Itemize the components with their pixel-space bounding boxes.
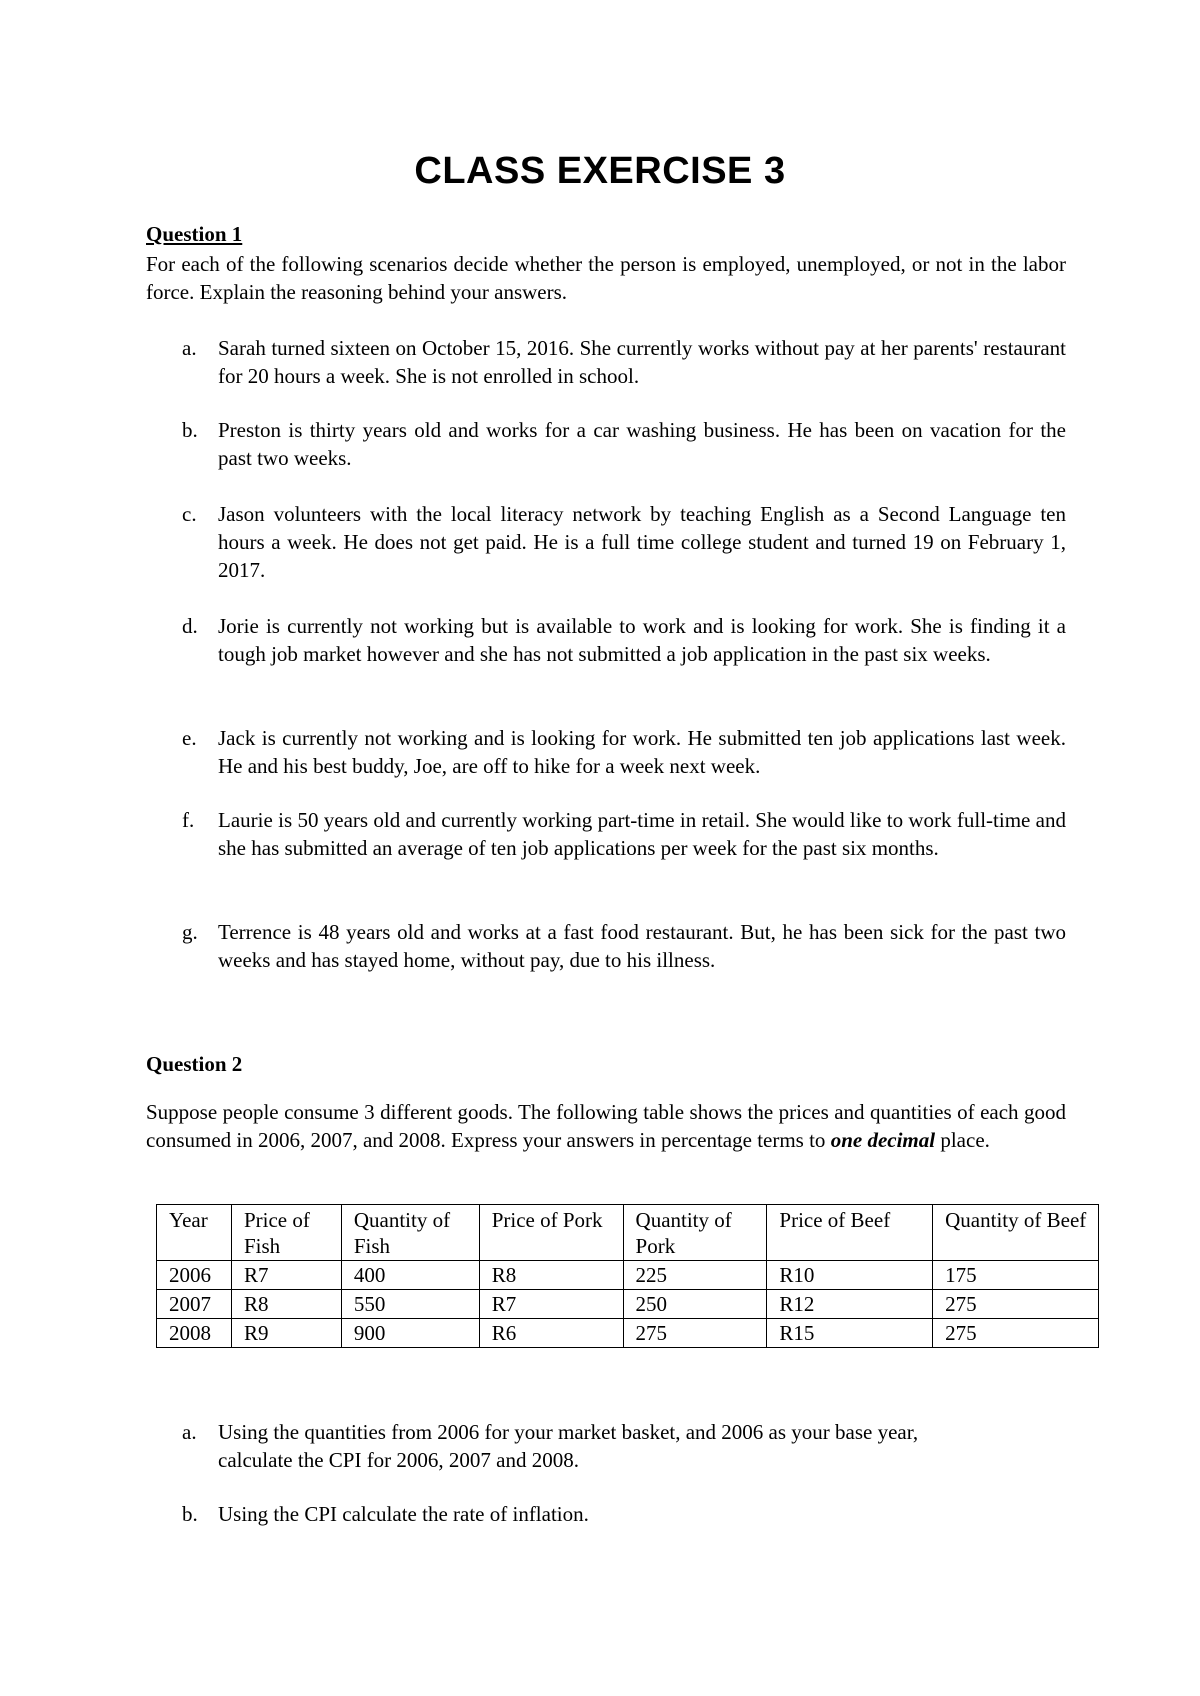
item-text: Using the CPI calculate the rate of inflation. xyxy=(218,1502,589,1526)
table-header-cell: Year xyxy=(157,1205,232,1261)
table-header-row xyxy=(157,1205,1099,1261)
table-cell: 250 xyxy=(623,1290,767,1319)
table-cell: 2007 xyxy=(157,1290,232,1319)
table-cell: 225 xyxy=(623,1261,767,1290)
question-1-item-f xyxy=(146,806,1066,862)
question-1-intro: For each of the following scenarios decide whether the person is employed, unemployed, or not in the labor force. Explain the reasoning behind your answers. xyxy=(146,252,1066,304)
item-marker: g. xyxy=(182,920,198,944)
question-2-intro-emphasis: one decimal xyxy=(830,1128,936,1152)
table-header-cell: Quantity of Fish xyxy=(341,1205,479,1261)
question-1-heading: Question 1 xyxy=(146,222,243,246)
table-header-cell: Price of Beef xyxy=(767,1205,933,1261)
item-text: Jack is currently not working and is looking for work. He submitted ten job applications last week. He and his best buddy, Joe, are off to hike for a week next week. xyxy=(218,726,1066,778)
table-row xyxy=(157,1290,1099,1319)
table-cell: R7 xyxy=(479,1290,623,1319)
table-cell: 400 xyxy=(341,1261,479,1290)
item-text: Sarah turned sixteen on October 15, 2016. She currently works without pay at her parents' restaurant for 20 hours a week. She is not enrolled in school. xyxy=(218,336,1066,388)
table-cell: 2008 xyxy=(157,1319,232,1348)
table-cell: 2006 xyxy=(157,1261,232,1290)
table-cell: R8 xyxy=(231,1290,341,1319)
item-text: Preston is thirty years old and works for a car washing business. He has been on vacation for the past two weeks. xyxy=(218,418,1066,470)
question-1-item-g xyxy=(146,918,1066,974)
item-text: Laurie is 50 years old and currently working part-time in retail. She would like to work full-time and she has submitted an average of ten job applications per week for the past six months. xyxy=(218,808,1066,860)
table-cell: 175 xyxy=(933,1261,1099,1290)
table-cell: R7 xyxy=(231,1261,341,1290)
table-cell: R8 xyxy=(479,1261,623,1290)
table-header-cell: Quantity of Beef xyxy=(933,1205,1099,1261)
table-row xyxy=(157,1319,1099,1348)
item-marker: b. xyxy=(182,1502,198,1526)
item-marker: e. xyxy=(182,726,197,750)
table-cell: R15 xyxy=(767,1319,933,1348)
question-2-item-b xyxy=(146,1500,1066,1528)
price-quantity-table xyxy=(156,1204,1099,1348)
page-title: CLASS EXERCISE 3 xyxy=(414,150,786,192)
table-cell: 550 xyxy=(341,1290,479,1319)
question-1-item-a xyxy=(146,334,1066,390)
question-2-heading: Question 2 xyxy=(146,1052,243,1076)
question-1-item-e xyxy=(146,724,1066,780)
table-row xyxy=(157,1261,1099,1290)
table-cell: 275 xyxy=(933,1319,1099,1348)
item-marker: a. xyxy=(182,336,197,360)
table-header-cell: Quantity of Pork xyxy=(623,1205,767,1261)
table-cell: R10 xyxy=(767,1261,933,1290)
item-text: Jason volunteers with the local literacy network by teaching English as a Second Language ten hours a week. He does not get paid. He is a full time college student and turned 19 on February 1, 2017. xyxy=(218,502,1066,582)
item-marker: f. xyxy=(182,808,195,832)
question-1-item-c xyxy=(146,500,1066,584)
table-cell: 900 xyxy=(341,1319,479,1348)
table-cell: R12 xyxy=(767,1290,933,1319)
table-header-cell: Price of Fish xyxy=(231,1205,341,1261)
item-marker: b. xyxy=(182,418,198,442)
question-2-intro xyxy=(146,1098,1066,1154)
question-1-item-b xyxy=(146,416,1066,472)
question-2-intro-part2: place. xyxy=(935,1128,990,1152)
question-2-item-a xyxy=(146,1418,1066,1474)
item-text: Terrence is 48 years old and works at a fast food restaurant. But, he has been sick for the past two weeks and has stayed home, without pay, due to his illness. xyxy=(218,920,1066,972)
item-marker: a. xyxy=(182,1420,197,1444)
question-1-item-d xyxy=(146,612,1066,668)
question-2-intro-part1: Suppose people consume 3 different goods. The following table shows the prices and quantities of each good consumed in 2006, 2007, and 2008. Express your answers in percentage terms to xyxy=(146,1100,1066,1152)
table-cell: R9 xyxy=(231,1319,341,1348)
table-cell: R6 xyxy=(479,1319,623,1348)
table-header-cell: Price of Pork xyxy=(479,1205,623,1261)
table-cell: 275 xyxy=(933,1290,1099,1319)
item-text: Using the quantities from 2006 for your market basket, and 2006 as your base year, calculate the CPI for 2006, 2007 and 2008. xyxy=(218,1420,919,1472)
item-marker: c. xyxy=(182,502,197,526)
table-cell: 275 xyxy=(623,1319,767,1348)
item-text: Jorie is currently not working but is available to work and is looking for work. She is finding it a tough job market however and she has not submitted a job application in the past six weeks. xyxy=(218,614,1066,666)
item-marker: d. xyxy=(182,614,198,638)
